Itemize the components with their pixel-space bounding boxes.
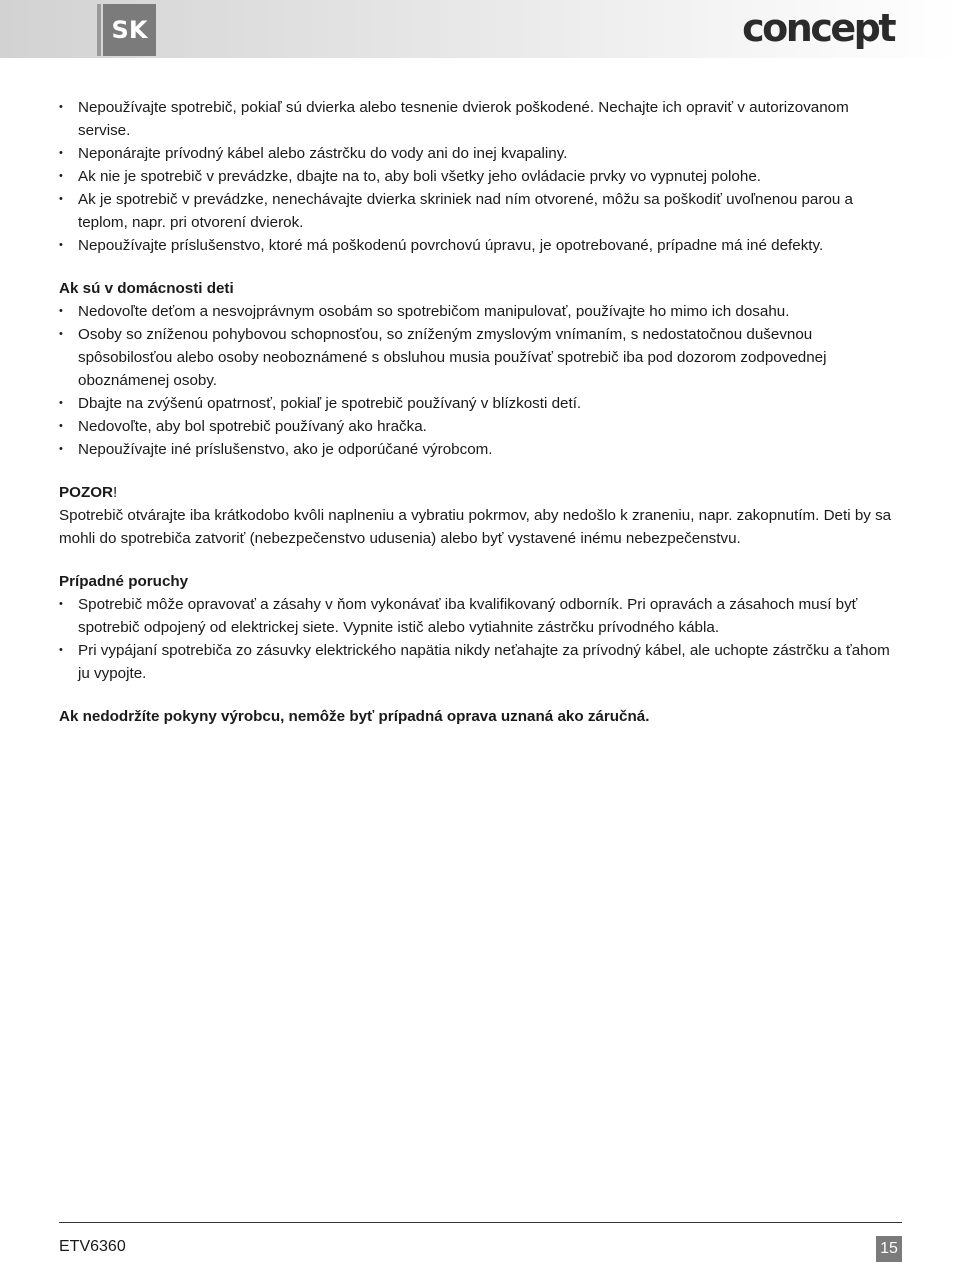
brand-logo: concept <box>742 6 894 50</box>
list-item: • Osoby so zníženou pohybovou schopnosťou, so zníženým zmyslovým vnímaním, s nedostatočnou duševnou spôsobilosťou alebo osoby neoboznámené s obsluhou musia používať spotrebič iba pod dozorom zodpovednej oboznámenej osoby. <box>59 323 904 392</box>
faults-section-title: Prípadné poruchy <box>59 573 189 590</box>
list-item: • Ak nie je spotrebič v prevádzke, dbajte na to, aby boli všetky jeho ovládacie prvky vo vypnutej polohe. <box>59 165 904 188</box>
list-item: • Spotrebič môže opravovať a zásahy v ňom vykonávať iba kvalifikovaný odborník. Pri opravách a zásahoch musí byť spotrebič odpojený od elektrickej siete. Vypnite istič alebo vytiahnite zástrčku prívodného kábla. <box>59 593 904 639</box>
language-tab-stripe <box>97 4 101 56</box>
warning-heading <box>59 481 904 504</box>
warranty-note: Ak nedodržíte pokyny výrobcu, nemôže byť prípadná oprava uznaná ako záručná. <box>59 708 650 725</box>
list-item: • Pri vypájaní spotrebiča zo zásuvky elektrického napätia nikdy neťahajte za prívodný kábel, ale uchopte zástrčku a ťahom ju vypojte. <box>59 639 904 685</box>
list-item: • Ak je spotrebič v prevádzke, nenechávajte dvierka skriniek nad ním otvorené, môžu sa poškodiť uvoľnenou parou a teplom, napr. pri otvorení dvierok. <box>59 188 904 234</box>
list-item: • Nepoužívajte spotrebič, pokiaľ sú dvierka alebo tesnenie dvierok poškodené. Nechajte ich opraviť v autorizovanom servise. <box>59 96 904 142</box>
spacer <box>59 257 904 277</box>
list-item: • Neponárajte prívodný kábel alebo zástrčku do vody ani do inej kvapaliny. <box>59 142 904 165</box>
list-item: • Nedovoľte, aby bol spotrebič používaný ako hračka. <box>59 415 904 438</box>
spacer <box>59 550 904 570</box>
faults-list <box>59 593 904 685</box>
warning-label: POZOR <box>59 484 114 501</box>
spacer <box>59 461 904 481</box>
safety-list <box>59 96 904 257</box>
footer-divider <box>59 1222 902 1223</box>
model-number: ETV6360 <box>59 1238 126 1255</box>
list-item: • Nepoužívajte príslušenstvo, ktoré má poškodenú povrchovú úpravu, je opotrebované, prípadne má iné defekty. <box>59 234 904 257</box>
children-section-title: Ak sú v domácnosti deti <box>59 280 234 297</box>
list-item: • Nepoužívajte iné príslušenstvo, ako je odporúčané výrobcom. <box>59 438 904 461</box>
page-number: 15 <box>876 1236 902 1262</box>
list-item: • Nedovoľte deťom a nesvojprávnym osobám so spotrebičom manipulovať, používajte ho mimo ich dosahu. <box>59 300 904 323</box>
warning-text: Spotrebič otvárajte iba krátkodobo kvôli naplneniu a vybratiu pokrmov, aby nedošlo k zraneniu, napr. zakopnutím. Deti by sa mohli do spotrebiča zatvoriť (nebezpečenstvo udusenia) alebo byť vystavené inému nebezpečenstvu. <box>59 507 892 547</box>
warning-mark: ! <box>113 484 118 501</box>
children-list <box>59 300 904 461</box>
spacer <box>59 685 904 705</box>
page-content <box>59 96 904 728</box>
list-item: • Dbajte na zvýšenú opatrnosť, pokiaľ je spotrebič používaný v blízkosti detí. <box>59 392 904 415</box>
language-tab: SK <box>103 4 156 56</box>
